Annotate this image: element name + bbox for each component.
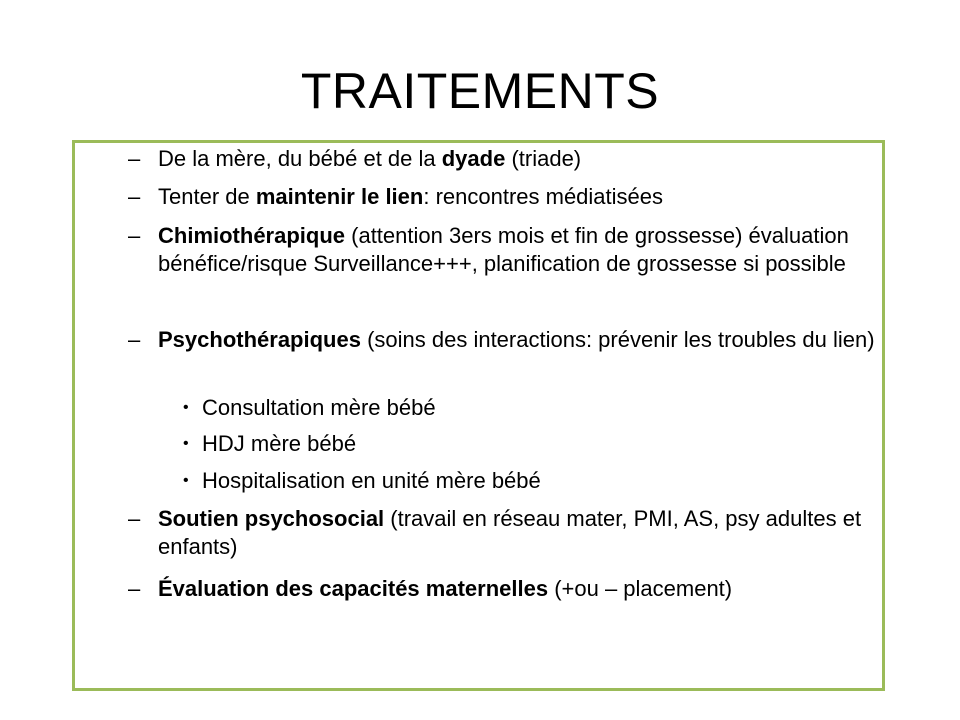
bullet-marker: • [183,472,189,489]
list-item-mother-baby-dyad: De la mère, du bébé et de la dyade (triade) [158,146,582,171]
dash-marker: – [128,146,141,171]
sub-item-hospitalisation: Hospitalisation en unité mère bébé [202,468,541,493]
list-item-chemotherapy: Chimiothérapique (attention 3ers mois et fin de grossesse) évaluation bénéfice/risque Surveillance+++, planification de grossesse si possible [158,223,849,276]
dash-marker: – [128,506,141,531]
dash-marker: – [128,223,141,248]
slide-title: TRAITEMENTS [300,63,660,119]
dash-marker: – [128,184,141,209]
dash-marker: – [128,576,141,601]
bullet-marker: • [183,399,189,416]
sub-item-hdj: HDJ mère bébé [202,431,357,456]
list-item-psychosocial-support: Soutien psychosocial (travail en réseau mater, PMI, AS, psy adultes et enfants) [158,506,862,559]
list-item-maintain-bond: Tenter de maintenir le lien: rencontres médiatisées [158,184,664,209]
dash-marker: – [128,327,141,352]
list-item-psychotherapy: Psychothérapiques (soins des interactions: prévenir les troubles du lien) [158,327,875,352]
bullet-marker: • [183,435,189,452]
list-item-maternal-capacity: Évaluation des capacités maternelles (+ou – placement) [158,576,733,601]
sub-item-consultation: Consultation mère bébé [202,395,436,420]
